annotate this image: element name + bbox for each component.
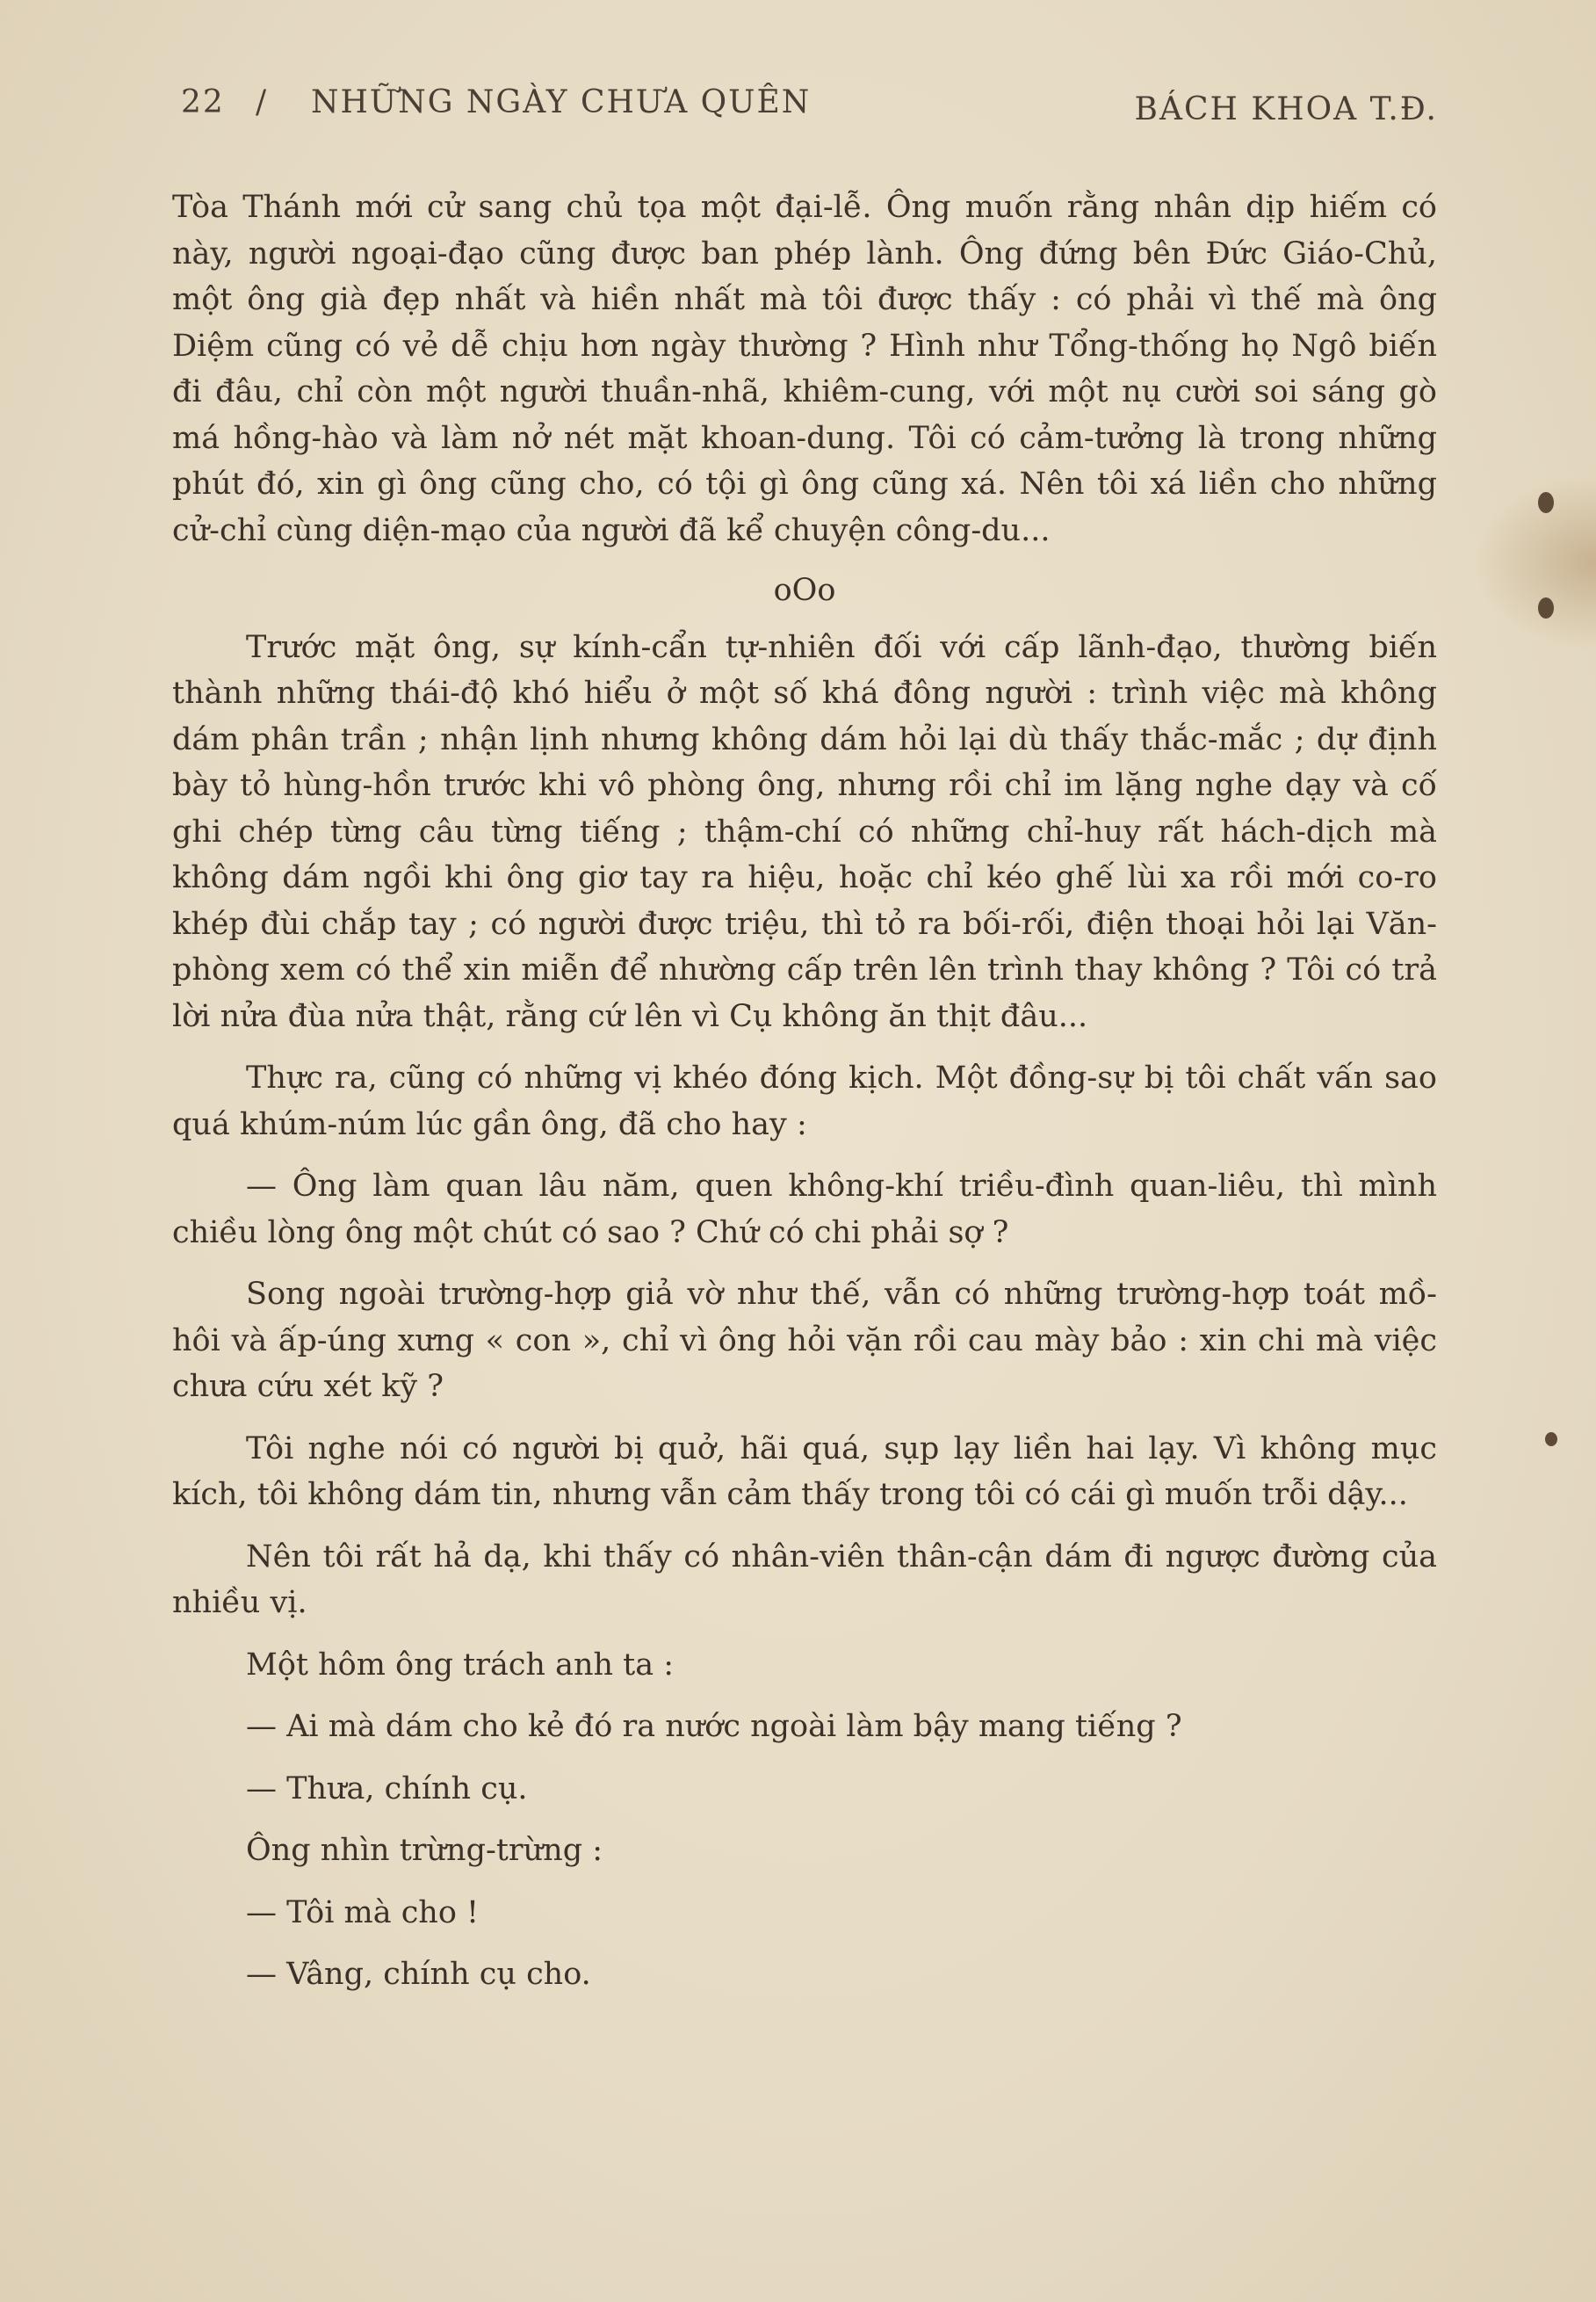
paper-stain (1473, 474, 1596, 650)
paragraph: Một hôm ông trách anh ta : (246, 1647, 675, 1683)
book-title: NHỮNG NGÀY CHƯA QUÊN (311, 84, 812, 120)
dialogue-line: — Ai mà dám cho kẻ đó ra nước ngoài làm bậy mang tiếng ? (246, 1709, 1182, 1744)
paragraph: Trước mặt ông, sự kính-cẩn tự-nhiên đối với cấp lãnh-đạo, thường biến thành những thái-độ khó hiểu ở một số khá đông người : trình việc mà không dám phân trần ; nhận lịnh nhưng không dám hỏi lại dù thấy thắc-mắc ; dự định bày tỏ hùng-hồn trước khi vô phòng ông, nhưng rồi chỉ im lặng nghe dạy và cố ghi chép từng câu từng tiếng ; thậm-chí có những chỉ-huy rất hách-dịch mà không dám ngồi khi ông giơ tay ra hiệu, hoặc chỉ kéo ghế lùi xa rồi mới co-ro khép đùi chắp tay ; có người được triệu, thì tỏ ra bối-rối, điện thoại hỏi lại Văn-phòng xem có thể xin miễn để nhường cấp trên lên trình thay không ? Tôi có trả lời nửa đùa nửa thật, rằng cứ lên vì Cụ không ăn thịt đâu... (172, 629, 1437, 1034)
dialogue-line: — Thưa, chính cụ. (246, 1770, 528, 1806)
paragraph: Tòa Thánh mới cử sang chủ tọa một đại-lễ. Ông muốn rằng nhân dịp hiếm có này, người ngoại-đạo cũng được ban phép lành. Ông đứng bên Đức Giáo-Chủ, một ông già đẹp nhất và hiền nhất mà tôi được thấy : có phải vì thế mà ông Diệm cũng có vẻ dễ chịu hơn ngày thường ? Hình như Tổng-thống họ Ngô biến đi đâu, chỉ còn một người thuần-nhã, khiêm-cung, với một nụ cười soi sáng gò má hồng-hào và làm nở nét mặt khoan-dung. Tôi có cảm-tưởng là trong những phút đó, xin gì ông cũng cho, có tội gì ông cũng xá. Nên tôi xá liền cho những cử-chỉ cùng diện-mạo của người đã kể chuyện công-du... (172, 190, 1437, 548)
paragraph: Tôi nghe nói có người bị quở, hãi quá, sụp lạy liền hai lạy. Vì không mục kích, tôi không dám tin, nhưng vẫn cảm thấy trong tôi có cái gì muốn trỗi dậy... (172, 1430, 1437, 1512)
page-header (181, 84, 1438, 137)
publisher-name: BÁCH KHOA T.Đ. (1134, 91, 1438, 127)
page-number: 22 (181, 84, 225, 120)
paragraph: Ông nhìn trừng-trừng : (246, 1833, 603, 1868)
binding-hole (1538, 492, 1554, 513)
paragraph: Song ngoài trường-hợp giả vờ như thế, vẫn có những trường-hợp toát mồ-hôi và ấp-úng xưng « con », chỉ vì ông hỏi vặn rồi cau mày bảo : xin chi mà việc chưa cứu xét kỹ ? (172, 1277, 1437, 1404)
section-separator: oOo (773, 573, 836, 608)
paragraph: Nên tôi rất hả dạ, khi thấy có nhân-viên thân-cận dám đi ngược đường của nhiều vị. (172, 1538, 1437, 1620)
dialogue-line: — Ông làm quan lâu năm, quen không-khí triều-đình quan-liêu, thì mình chiều lòng ông một chút có sao ? Chứ có chi phải sợ ? (172, 1169, 1437, 1250)
body-text (172, 185, 1437, 1998)
header-separator: / (256, 84, 269, 120)
paragraph: Thực ra, cũng có những vị khéo đóng kịch. Một đồng-sự bị tôi chất vấn sao quá khúm-núm lúc gần ông, đã cho hay : (172, 1061, 1437, 1142)
dialogue-line: — Tôi mà cho ! (246, 1894, 480, 1930)
binding-hole (1545, 1432, 1557, 1446)
binding-hole (1538, 597, 1554, 619)
dialogue-line: — Vâng, chính cụ cho. (246, 1957, 591, 1992)
